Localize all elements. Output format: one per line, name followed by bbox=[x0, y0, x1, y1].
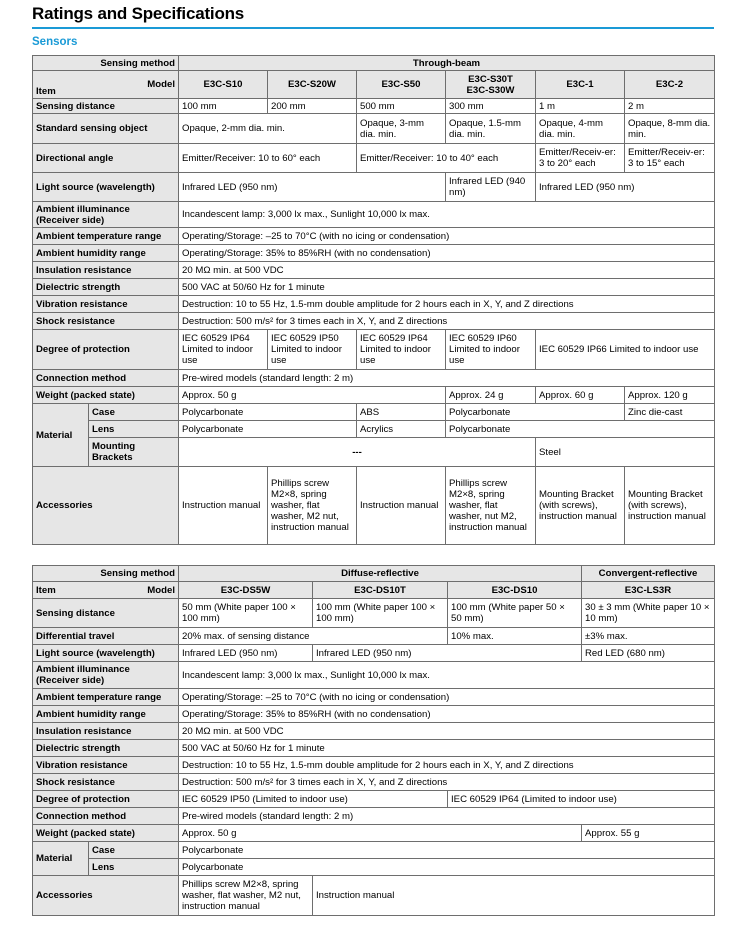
row-label: Dielectric strength bbox=[33, 279, 179, 296]
spec-cell: Approx. 50 g bbox=[179, 387, 446, 404]
spec-cell: 30 ± 3 mm (White paper 10 × 10 mm) bbox=[582, 599, 715, 628]
spec-cell: Approx. 24 g bbox=[446, 387, 536, 404]
row-label: Ambient humidity range bbox=[33, 245, 179, 262]
spec-cell: 500 VAC at 50/60 Hz for 1 minute bbox=[179, 740, 715, 757]
spec-cell: 500 mm bbox=[357, 99, 446, 114]
spec-cell: ±3% max. bbox=[582, 628, 715, 645]
spec-cell: Infrared LED (950 nm) bbox=[179, 173, 446, 202]
row-label: Ambient temperature range bbox=[33, 689, 179, 706]
row-label: Light source (wavelength) bbox=[33, 645, 179, 662]
row-label: Ambient temperature range bbox=[33, 228, 179, 245]
row-label: Sensing distance bbox=[33, 99, 179, 114]
spec-cell: Acrylics bbox=[357, 421, 446, 438]
spec-cell: 100 mm (White paper 50 × 50 mm) bbox=[448, 599, 582, 628]
model-header: E3C-S20W bbox=[268, 71, 357, 99]
row-label: Shock resistance bbox=[33, 313, 179, 330]
spec-cell: Polycarbonate bbox=[446, 404, 625, 421]
spec-cell: Opaque, 4-mm dia. min. bbox=[536, 114, 625, 144]
spec-cell: Opaque, 2-mm dia. min. bbox=[179, 114, 357, 144]
spec-cell: IEC 60529 IP60 Limited to indoor use bbox=[446, 330, 536, 370]
row-label: Directional angle bbox=[33, 144, 179, 173]
reflective-spec-table bbox=[32, 565, 715, 916]
model-header: E3C-2 bbox=[625, 71, 715, 99]
row-sublabel: Case bbox=[89, 842, 179, 859]
spec-cell: Instruction manual bbox=[313, 876, 715, 916]
spec-cell: Infrared LED (950 nm) bbox=[179, 645, 313, 662]
row-label-material: Material bbox=[33, 404, 89, 467]
spec-cell: Zinc die-cast bbox=[625, 404, 715, 421]
spec-cell: Incandescent lamp: 3,000 lx max., Sunlight 10,000 lx max. bbox=[179, 662, 715, 689]
spec-cell: Approx. 60 g bbox=[536, 387, 625, 404]
spec-cell: Destruction: 10 to 55 Hz, 1.5-mm double amplitude for 2 hours each in X, Y, and Z directions bbox=[179, 296, 715, 313]
model-header: E3C-S10 bbox=[179, 71, 268, 99]
spec-cell: Opaque, 3-mm dia. min. bbox=[357, 114, 446, 144]
spec-cell: Opaque, 8-mm dia. min. bbox=[625, 114, 715, 144]
spec-cell: Red LED (680 nm) bbox=[582, 645, 715, 662]
row-label: Accessories bbox=[33, 876, 179, 916]
spec-cell: Operating/Storage: 35% to 85%RH (with no condensation) bbox=[179, 245, 715, 262]
row-label: Sensing distance bbox=[33, 599, 179, 628]
row-label: Dielectric strength bbox=[33, 740, 179, 757]
spec-cell: IEC 60529 IP66 Limited to indoor use bbox=[536, 330, 715, 370]
row-label: Weight (packed state) bbox=[33, 387, 179, 404]
row-sublabel: Lens bbox=[89, 421, 179, 438]
spec-cell: Emitter/Receiver: 10 to 40° each bbox=[357, 144, 536, 173]
row-label: Connection method bbox=[33, 370, 179, 387]
row-sublabel: Mounting Brackets bbox=[89, 438, 179, 467]
row-label: Standard sensing object bbox=[33, 114, 179, 144]
spec-cell: 1 m bbox=[536, 99, 625, 114]
item-model-header bbox=[33, 71, 179, 99]
spec-cell: Pre-wired models (standard length: 2 m) bbox=[179, 370, 715, 387]
spec-cell: Phillips screw M2×8, spring washer, flat washer, M2 nut, instruction manual bbox=[179, 876, 313, 916]
page-title: Ratings and Specifications bbox=[32, 4, 245, 23]
spec-cell: Polycarbonate bbox=[446, 421, 715, 438]
spec-cell: Incandescent lamp: 3,000 lx max., Sunlight 10,000 lx max. bbox=[179, 202, 715, 228]
spec-cell: Operating/Storage: –25 to 70°C (with no icing or condensation) bbox=[179, 228, 715, 245]
row-label: Differential travel bbox=[33, 628, 179, 645]
sensing-method-header: Sensing method bbox=[33, 56, 179, 71]
spec-cell: ABS bbox=[357, 404, 446, 421]
item-model-header bbox=[33, 582, 179, 599]
row-label: Connection method bbox=[33, 808, 179, 825]
spec-cell: Polycarbonate bbox=[179, 421, 357, 438]
method-through-beam: Through-beam bbox=[179, 56, 715, 71]
row-label: Vibration resistance bbox=[33, 757, 179, 774]
item-label: Item bbox=[36, 86, 56, 97]
spec-cell: Instruction manual bbox=[357, 467, 446, 545]
method-convergent-reflective: Convergent-reflective bbox=[582, 566, 715, 582]
spec-cell: Phillips screw M2×8, spring washer, flat washer, M2 nut, instruction manual bbox=[268, 467, 357, 545]
spec-cell: 10% max. bbox=[448, 628, 582, 645]
spec-cell: Destruction: 500 m/s² for 3 times each in X, Y, and Z directions bbox=[179, 313, 715, 330]
spec-cell: Steel bbox=[536, 438, 715, 467]
spec-cell: IEC 60529 IP50 Limited to indoor use bbox=[268, 330, 357, 370]
spec-cell: Approx. 120 g bbox=[625, 387, 715, 404]
model-header: E3C-1 bbox=[536, 71, 625, 99]
spec-cell: Emitter/Receiver: 10 to 60° each bbox=[179, 144, 357, 173]
model-label: Model bbox=[147, 584, 175, 596]
model-header: E3C-S30T E3C-S30W bbox=[446, 71, 536, 99]
spec-cell: Destruction: 10 to 55 Hz, 1.5-mm double amplitude for 2 hours each in X, Y, and Z directions bbox=[179, 757, 715, 774]
title-rule bbox=[32, 27, 714, 29]
spec-cell: IEC 60529 IP50 (Limited to indoor use) bbox=[179, 791, 448, 808]
spec-cell: 100 mm (White paper 100 × 100 mm) bbox=[313, 599, 448, 628]
method-diffuse-reflective: Diffuse-reflective bbox=[179, 566, 582, 582]
spec-cell: Mounting Bracket (with screws), instruction manual bbox=[625, 467, 715, 545]
spec-cell: Infrared LED (950 nm) bbox=[536, 173, 715, 202]
spec-cell: Operating/Storage: 35% to 85%RH (with no condensation) bbox=[179, 706, 715, 723]
spec-cell: IEC 60529 IP64 Limited to indoor use bbox=[357, 330, 446, 370]
model-header: E3C-S50 bbox=[357, 71, 446, 99]
spec-cell: Opaque, 1.5-mm dia. min. bbox=[446, 114, 536, 144]
row-label: Light source (wavelength) bbox=[33, 173, 179, 202]
row-label: Weight (packed state) bbox=[33, 825, 179, 842]
model-header: E3C-DS10 bbox=[448, 582, 582, 599]
spec-cell: 100 mm bbox=[179, 99, 268, 114]
spec-cell: 20 MΩ min. at 500 VDC bbox=[179, 262, 715, 279]
spec-cell: Polycarbonate bbox=[179, 859, 715, 876]
row-label: Degree of protection bbox=[33, 791, 179, 808]
spec-cell: Approx. 50 g bbox=[179, 825, 582, 842]
spec-cell: Emitter/Receiv-er: 3 to 20° each bbox=[536, 144, 625, 173]
row-label: Accessories bbox=[33, 467, 179, 545]
spec-cell: 2 m bbox=[625, 99, 715, 114]
row-label: Ambient illuminance (Receiver side) bbox=[33, 202, 179, 228]
sensing-method-header: Sensing method bbox=[33, 566, 179, 582]
spec-cell: 500 VAC at 50/60 Hz for 1 minute bbox=[179, 279, 715, 296]
model-header: E3C-LS3R bbox=[582, 582, 715, 599]
spec-cell: --- bbox=[179, 438, 536, 467]
spec-cell: 300 mm bbox=[446, 99, 536, 114]
spec-cell: Pre-wired models (standard length: 2 m) bbox=[179, 808, 715, 825]
row-sublabel: Case bbox=[89, 404, 179, 421]
spec-cell: 20% max. of sensing distance bbox=[179, 628, 448, 645]
spec-cell: 50 mm (White paper 100 × 100 mm) bbox=[179, 599, 313, 628]
spec-cell: Emitter/Receiv-er: 3 to 15° each bbox=[625, 144, 715, 173]
through-beam-spec-table bbox=[32, 55, 715, 545]
spec-cell: 20 MΩ min. at 500 VDC bbox=[179, 723, 715, 740]
row-label: Insulation resistance bbox=[33, 262, 179, 279]
spec-cell: Operating/Storage: –25 to 70°C (with no icing or condensation) bbox=[179, 689, 715, 706]
spec-cell: Phillips screw M2×8, spring washer, flat washer, nut M2, instruction manual bbox=[446, 467, 536, 545]
row-label: Vibration resistance bbox=[33, 296, 179, 313]
model-header: E3C-DS10T bbox=[313, 582, 448, 599]
row-label: Degree of protection bbox=[33, 330, 179, 370]
row-label-material: Material bbox=[33, 842, 89, 876]
spec-cell: Infrared LED (950 nm) bbox=[313, 645, 582, 662]
section-title: Sensors bbox=[32, 36, 78, 48]
row-label: Shock resistance bbox=[33, 774, 179, 791]
spec-cell: IEC 60529 IP64 (Limited to indoor use) bbox=[448, 791, 715, 808]
spec-cell: Polycarbonate bbox=[179, 404, 357, 421]
spec-cell: IEC 60529 IP64 Limited to indoor use bbox=[179, 330, 268, 370]
row-sublabel: Lens bbox=[89, 859, 179, 876]
row-label: Insulation resistance bbox=[33, 723, 179, 740]
spec-cell: Mounting Bracket (with screws), instruction manual bbox=[536, 467, 625, 545]
model-label: Model bbox=[147, 78, 175, 90]
spec-cell: 200 mm bbox=[268, 99, 357, 114]
row-label: Ambient humidity range bbox=[33, 706, 179, 723]
spec-cell: Approx. 55 g bbox=[582, 825, 715, 842]
row-label: Ambient illuminance (Receiver side) bbox=[33, 662, 179, 689]
spec-cell: Instruction manual bbox=[179, 467, 268, 545]
item-label: Item bbox=[36, 584, 56, 596]
spec-cell: Polycarbonate bbox=[179, 842, 715, 859]
spec-cell: Infrared LED (940 nm) bbox=[446, 173, 536, 202]
spec-cell: Destruction: 500 m/s² for 3 times each in X, Y, and Z directions bbox=[179, 774, 715, 791]
model-header: E3C-DS5W bbox=[179, 582, 313, 599]
